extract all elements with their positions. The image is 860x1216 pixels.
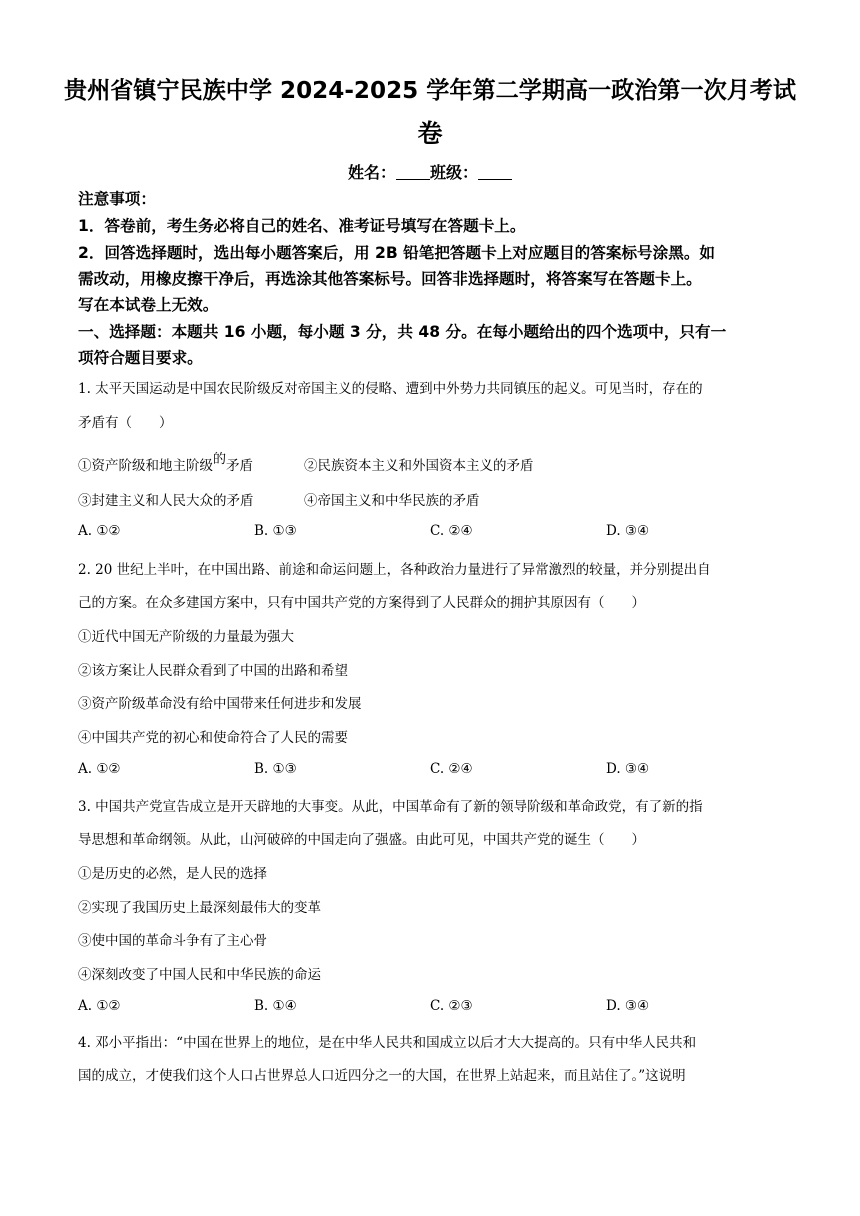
q3-option-d[interactable]: D. ③④ xyxy=(606,998,650,1014)
q2-option-d[interactable]: D. ③④ xyxy=(606,761,650,777)
q1-stem-line2: 矛盾有（ ） xyxy=(78,415,173,431)
q1-option-a[interactable]: A. ①② xyxy=(78,523,121,539)
q2-stem-line1: 2. 20 世纪上半叶，在中国出路、前途和命运问题上，各种政治力量进行了异常激烈的较量，并分别提出自 xyxy=(78,562,711,578)
note-2-line1: 2．回答选择题时，选出每小题答案后，用 2B 铅笔把答题卡上对应题目的答案标号涂黑。如 xyxy=(78,244,716,262)
name-blank xyxy=(396,165,430,180)
notes-heading: 注意事项： xyxy=(78,190,156,208)
q3-statement-3: ③使中国的革命斗争有了主心骨 xyxy=(78,933,267,949)
q1-statement-1: ①资产阶级和地主阶级的矛盾 xyxy=(78,452,254,474)
q2-statement-1: ①近代中国无产阶级的力量最为强大 xyxy=(78,629,294,645)
section1-heading-line1: 一、选择题：本题共 16 小题，每小题 3 分，共 48 分。在每小题给出的四个选项中，只有一 xyxy=(78,323,727,341)
q1-statement-4: ④帝国主义和中华民族的矛盾 xyxy=(304,493,480,509)
note-2-line3: 写在本试卷上无效。 xyxy=(78,296,219,314)
q3-statement-4: ④深刻改变了中国人民和中华民族的命运 xyxy=(78,967,321,983)
q3-option-c[interactable]: C. ②③ xyxy=(430,998,473,1014)
q2-statement-3: ③资产阶级革命没有给中国带来任何进步和发展 xyxy=(78,696,362,712)
q2-option-b[interactable]: B. ①③ xyxy=(254,761,297,777)
q2-statement-4: ④中国共产党的初心和使命符合了人民的需要 xyxy=(78,730,348,746)
class-blank xyxy=(478,165,512,180)
q2-option-a[interactable]: A. ①② xyxy=(78,761,121,777)
q1-option-d[interactable]: D. ③④ xyxy=(606,523,650,539)
q3-stem-line2: 导思想和革命纲领。从此，山河破碎的中国走向了强盛。由此可见，中国共产党的诞生（ ） xyxy=(78,832,645,848)
name-class-line xyxy=(0,160,860,183)
name-label: 姓名： xyxy=(347,163,396,182)
exam-title-line2: 卷 xyxy=(417,119,443,148)
q3-stem-line1: 3. 中国共产党宣告成立是开天辟地的大事变。从此，中国革命有了新的领导阶级和革命政党，有了新的指 xyxy=(78,799,703,815)
q1-statement-2: ②民族资本主义和外国资本主义的矛盾 xyxy=(304,458,534,474)
q3-statement-1: ①是历史的必然，是人民的选择 xyxy=(78,866,267,882)
q1-option-c[interactable]: C. ②④ xyxy=(430,523,473,539)
q3-option-a[interactable]: A. ①② xyxy=(78,998,121,1014)
q1-statement-3: ③封建主义和人民大众的矛盾 xyxy=(78,493,254,509)
q4-stem-line2: 国的成立，才使我们这个人口占世界总人口近四分之一的大国，在世界上站起来，而且站住了。”这说明 xyxy=(78,1068,686,1084)
q4-stem-line1: 4. 邓小平指出：“中国在世界上的地位，是在中华人民共和国成立以后才大大提高的。只有中华人民共和 xyxy=(78,1035,697,1051)
q3-statement-2: ②实现了我国历史上最深刻最伟大的变革 xyxy=(78,900,321,916)
q2-statement-2: ②该方案让人民群众看到了中国的出路和希望 xyxy=(78,663,348,679)
q1-stem-line1: 1. 太平天国运动是中国农民阶级反对帝国主义的侵略、遭到中外势力共同镇压的起义。可见当时，存在的 xyxy=(78,381,703,397)
q1-option-b[interactable]: B. ①③ xyxy=(254,523,297,539)
q2-stem-line2: 己的方案。在众多建国方案中，只有中国共产党的方案得到了人民群众的拥护其原因有（ ） xyxy=(78,595,645,611)
note-1: 1．答卷前，考生务必将自己的姓名、准考证号填写在答题卡上。 xyxy=(78,217,526,235)
q2-option-c[interactable]: C. ②④ xyxy=(430,761,473,777)
section1-heading-line2: 项符合题目要求。 xyxy=(78,349,203,367)
exam-title-line1: 贵州省镇宁民族中学 2024-2025 学年第二学期高一政治第一次月考试 xyxy=(63,78,797,104)
note-2-line2: 需改动，用橡皮擦干净后，再选涂其他答案标号。回答非选择题时，将答案写在答题卡上。 xyxy=(78,270,702,288)
q3-option-b[interactable]: B. ①④ xyxy=(254,998,297,1014)
class-label: 班级： xyxy=(430,163,479,182)
